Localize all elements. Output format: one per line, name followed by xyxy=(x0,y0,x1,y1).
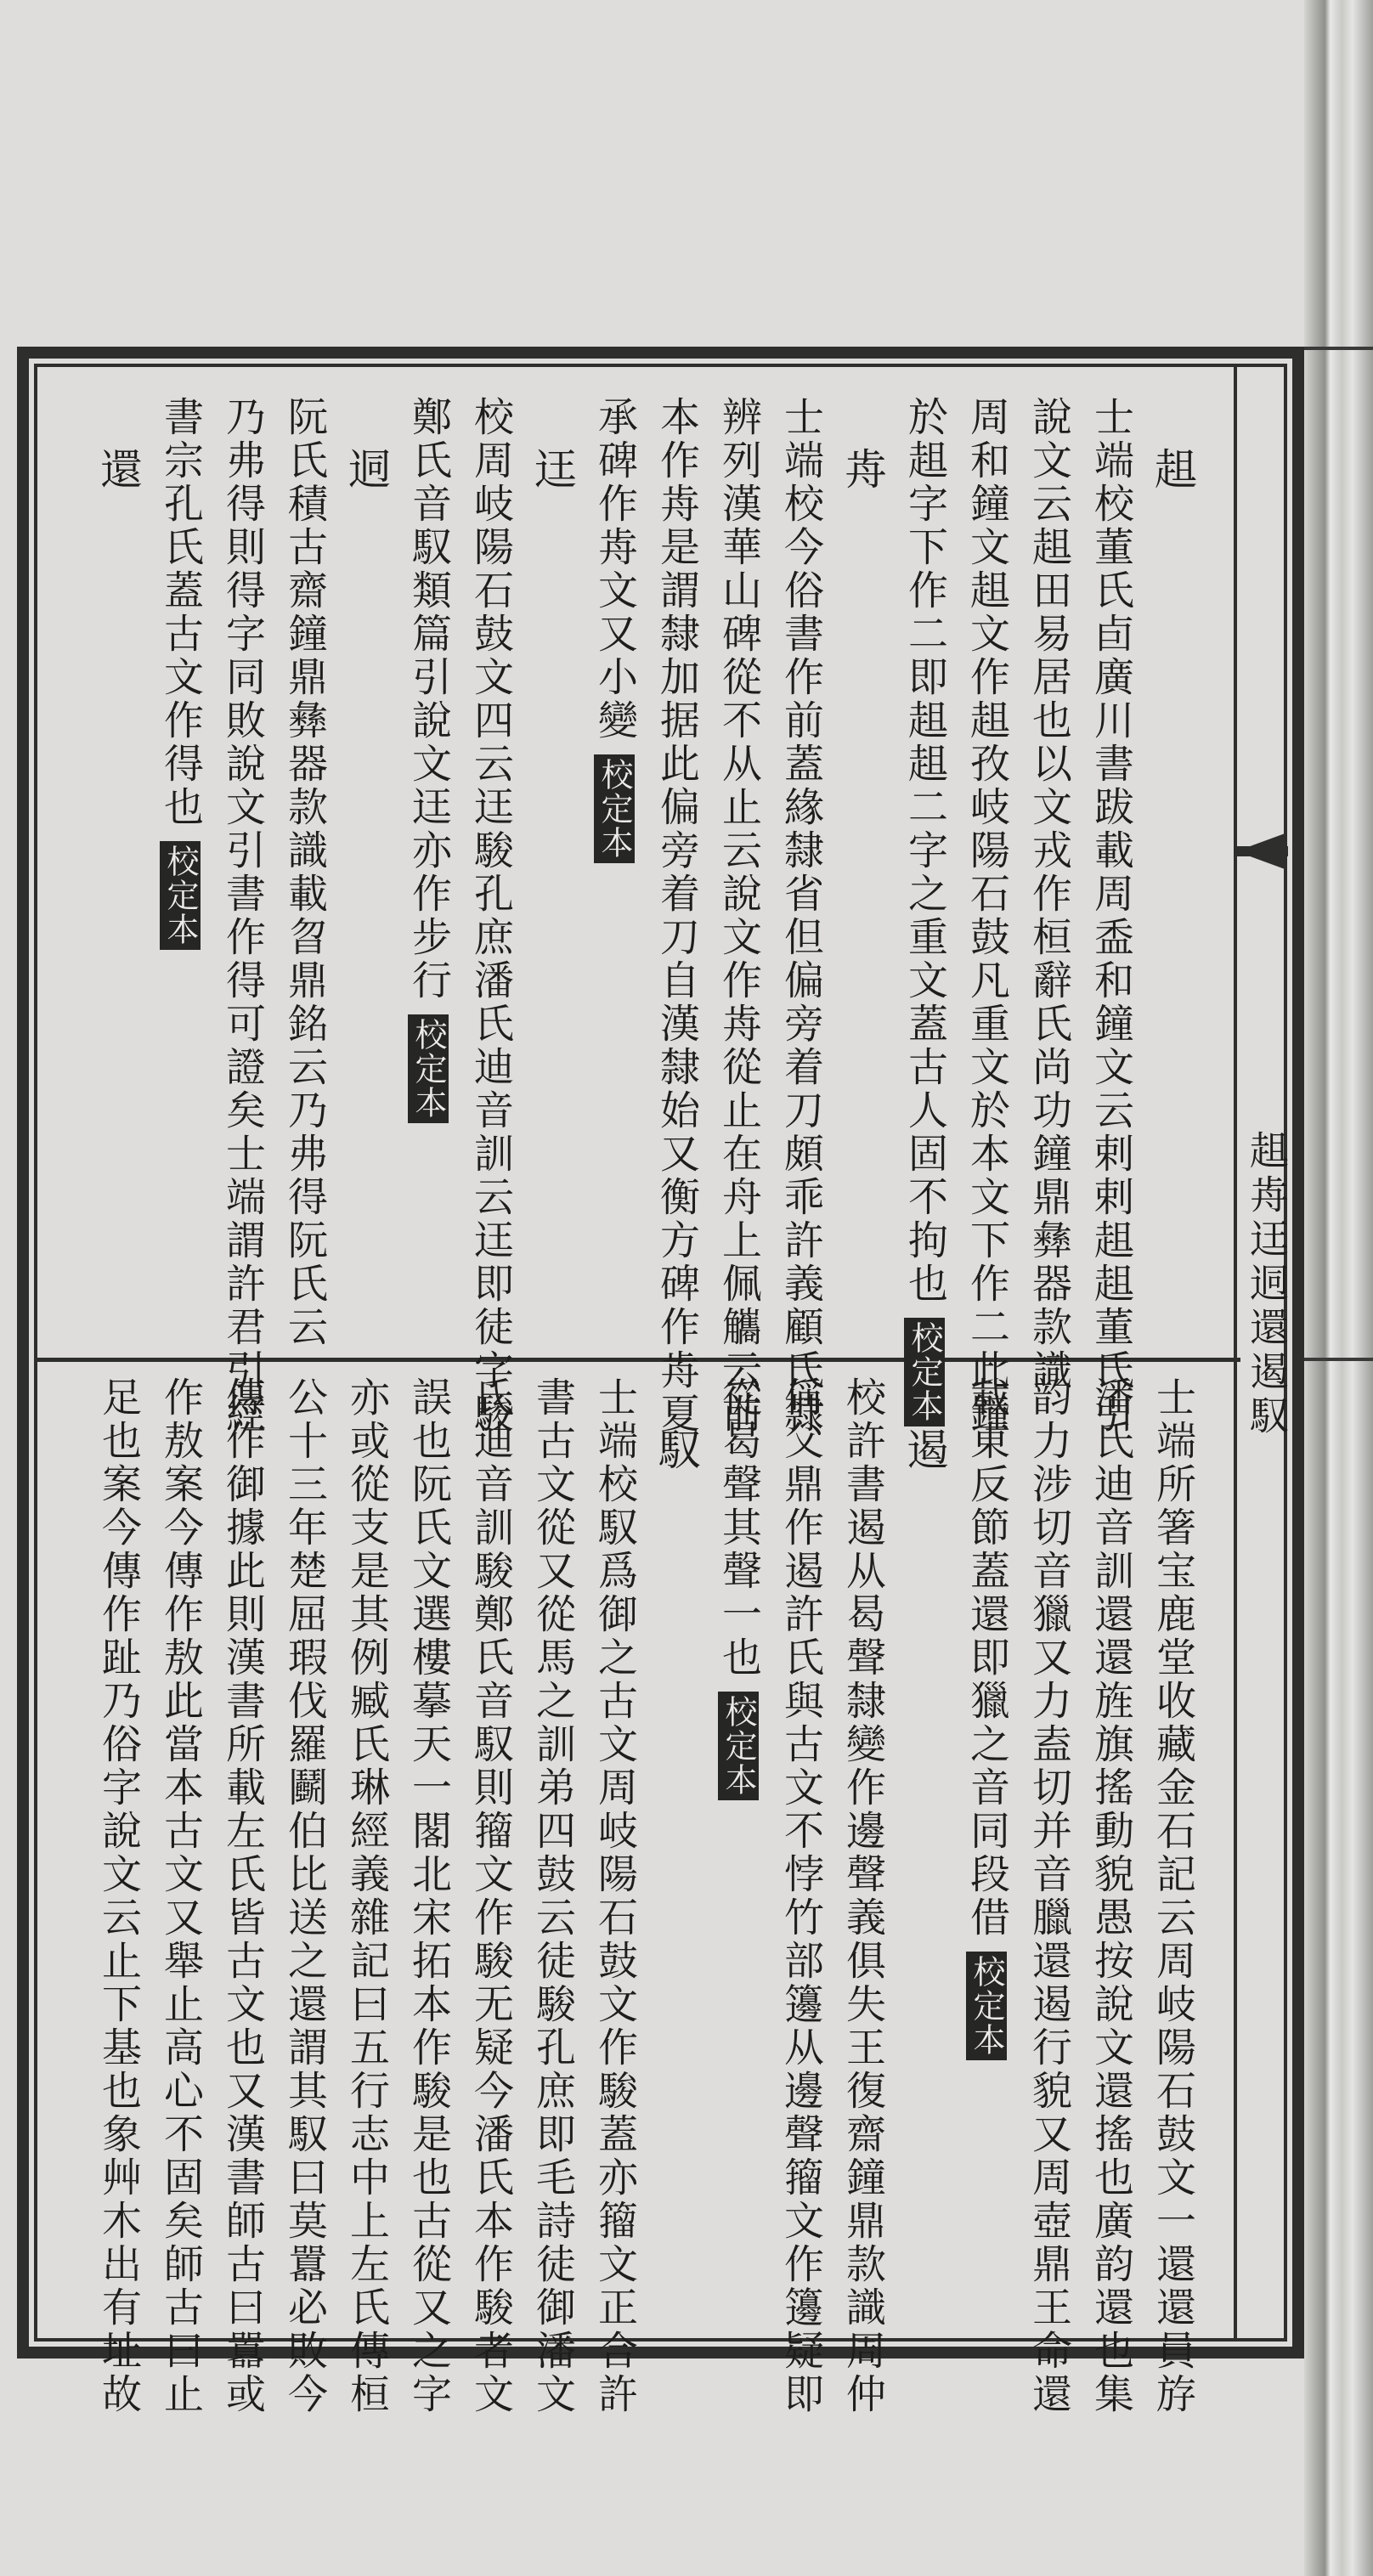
text-column xyxy=(901,1427,948,1473)
collation-stamp: 校定本 xyxy=(160,841,201,950)
margin-title: 趄歬迋迵還遏馭 xyxy=(1244,1130,1290,1439)
text-column xyxy=(777,1376,824,2416)
column-text: 氏迪音訓駿鄭氏音馭則籀文作駿无疑今潘氏本作駿者文 xyxy=(467,1376,514,2416)
text-column xyxy=(94,1376,142,2416)
column-text: 書古文從又從馬之訓弟四鼓云徒駿孔庶即毛詩徒御潘文 xyxy=(529,1376,576,2416)
entry-heading: 還 xyxy=(93,447,143,493)
column-text: 乃弗得則得字同敗說文引書作得可證矣士端謂許君引經 xyxy=(219,396,266,1436)
column-text: 校周岐陽石鼓文四云迋駿孔庶潘氏迪音訓云迋即徒字駿 xyxy=(467,396,514,1436)
text-column xyxy=(1149,1376,1196,2416)
fishtail-bar xyxy=(1237,846,1288,856)
collation-stamp: 校定本 xyxy=(966,1952,1007,2060)
text-column xyxy=(653,396,700,1436)
text-column xyxy=(777,396,824,1436)
collation-stamp: 校定本 xyxy=(408,1014,449,1123)
collation-stamp: 校定本 xyxy=(718,1692,759,1800)
book-edge-line xyxy=(1304,347,1373,350)
column-text: 說文云趄田易居也以文戎作桓辭氏尚功鐘鼎彝器款識 xyxy=(1026,396,1072,1393)
entry-heading: 迋 xyxy=(528,447,577,493)
text-column xyxy=(218,1376,266,2416)
book-edge-shadow xyxy=(1304,0,1373,2576)
text-column xyxy=(963,396,1010,1436)
column-text: 偁父鼎作遏許氏與古文不悖竹部籩从邊聲籀文作籩疑即 xyxy=(777,1376,824,2416)
text-column xyxy=(466,396,514,1436)
text-column xyxy=(156,1376,204,2416)
column-text: 鄭氏音馭類篇引說文迋亦作步行 xyxy=(405,396,452,1003)
column-text: 士端所箸宝鹿堂收藏金石記云周岐陽石鼓文一還還員斿 xyxy=(1150,1376,1196,2416)
text-column xyxy=(653,1427,700,1473)
column-text: 士端校今俗書作前蓋緣隸省但偏旁着刀頗乖許義顧氏隸 xyxy=(777,396,824,1436)
column-text: 書宗孔氏蓋古文作得也 xyxy=(157,396,204,829)
column-text: 辨列漢華山碑從不从止云說文作歬從止在舟上佩觿云前 xyxy=(715,396,762,1436)
column-text: 從曷聲其聲一也 xyxy=(715,1376,762,1680)
text-column xyxy=(528,447,576,493)
column-text: 士端校董氏卣廣川書跋載周盉和鐘文云剌剌趄趄董氏引 xyxy=(1088,396,1134,1436)
text-column xyxy=(590,1376,638,2416)
text-column xyxy=(528,1376,576,2416)
text-column xyxy=(715,396,762,1436)
entry-heading: 迵 xyxy=(342,447,391,493)
text-column xyxy=(94,447,142,493)
text-column xyxy=(1149,447,1196,493)
text-column xyxy=(342,1376,390,2416)
text-column xyxy=(466,1376,514,2416)
column-text: 潘氏迪音訓還還旌旗搖動貌愚按說文還搖也廣韵還也集 xyxy=(1088,1376,1134,2416)
text-column xyxy=(280,1376,328,2416)
collation-stamp: 校定本 xyxy=(904,1318,945,1426)
column-text: 足也案今傳作趾乃俗字說文云止下基也象艸木出有址故 xyxy=(95,1376,142,2416)
column-text: 於趄字下作二即趄趄二字之重文蓋古人固不拘也 xyxy=(901,396,948,1306)
column-text: 亦或從支是其例臧氏琳經義雜記曰五行志中上左氏傳桓 xyxy=(343,1376,390,2416)
book-edge-line xyxy=(1304,1358,1373,1361)
column-text: 載東反節蓋還即獵之音同段借 xyxy=(963,1376,1010,1940)
column-text: 校許書遏从曷聲隸變作邊聲義俱失王復齋鐘鼎款識周仲 xyxy=(839,1376,886,2416)
text-column xyxy=(839,1376,886,2416)
column-text: 本作歬是謂隸加据此偏旁着刀自漢隸始又衡方碑作歬夏 xyxy=(653,396,700,1436)
text-column xyxy=(839,447,886,493)
text-column xyxy=(901,396,948,1426)
column-text: 士端校馭爲御之古文周岐陽石鼓文作駿蓋亦籀文正合許 xyxy=(591,1376,638,2416)
column-text: 傳作御據此則漢書所載左氏皆古文也又漢書師古曰囂或 xyxy=(219,1376,266,2416)
entry-heading: 趄 xyxy=(1148,447,1197,493)
collation-stamp: 校定本 xyxy=(594,754,635,863)
margin-divider xyxy=(1234,364,1237,2342)
text-column xyxy=(404,1376,452,2416)
text-column xyxy=(1087,1376,1134,2416)
entry-heading: 馭 xyxy=(652,1427,701,1473)
text-column xyxy=(715,1376,762,1800)
text-column xyxy=(963,1376,1010,2060)
column-text: 周和鐘文趄文作趄孜岐陽石鼓凡重文於本文下作二此鐘 xyxy=(963,396,1010,1436)
column-text: 誤也阮氏文選樓摹天一閣北宋拓本作駿是也古從又之字 xyxy=(405,1376,452,2416)
entry-heading: 歬 xyxy=(838,447,887,493)
column-text: 承碑作歬文又小變 xyxy=(591,396,638,743)
column-text: 作敖案今傳作敖此當本古文又舉止高心不固矣師古曰止 xyxy=(157,1376,204,2416)
column-text: 阮氏積古齋鐘鼎彝器款識載曶鼎銘云乃弗得阮氏云 xyxy=(281,396,328,1349)
text-column xyxy=(280,396,328,1349)
text-column xyxy=(1025,396,1072,1393)
text-column xyxy=(1087,396,1134,1436)
entry-heading: 遏 xyxy=(900,1427,949,1473)
text-column xyxy=(404,396,452,1123)
text-column xyxy=(156,396,204,950)
text-column xyxy=(590,396,638,863)
text-column xyxy=(342,447,390,493)
text-column xyxy=(1025,1376,1072,2416)
text-column xyxy=(218,396,266,1436)
column-text: 韵力涉切音獵又力盍切并音臘還遏行貌又周壺鼎王命還 xyxy=(1026,1376,1072,2416)
column-text: 公十三年楚屈瑕伐羅鬬伯比送之還謂其馭曰莫囂必敗今 xyxy=(281,1376,328,2416)
